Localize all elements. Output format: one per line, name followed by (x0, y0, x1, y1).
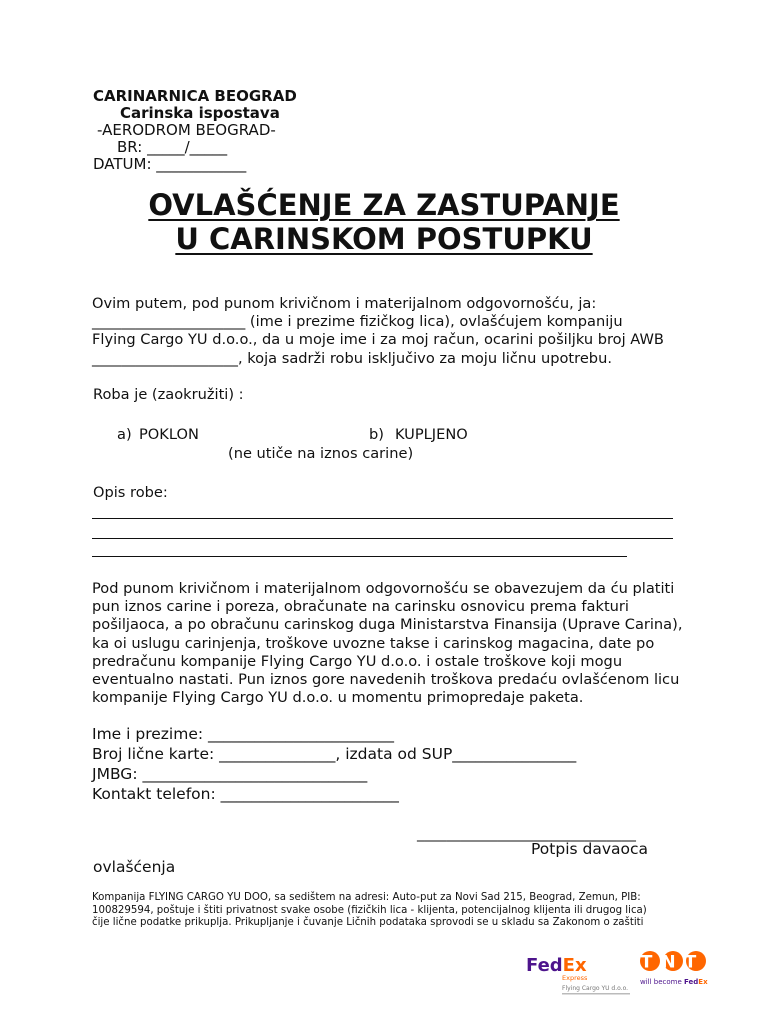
fedex-partner-subtitle: Flying Cargo YU d.o.o. (562, 985, 629, 992)
signature-label-continued: ovlašćenja (93, 858, 176, 876)
signature-line: ______________________________ (417, 825, 636, 842)
option-a-marker: a) (117, 426, 132, 443)
privacy-line: Kompanija FLYING CARGO YU DOO, sa sedištem na adresi: Auto-put za Novi Sad 215, Beograd, Zemun, PIB: (92, 892, 641, 903)
privacy-line: 100829594, poštuje i štiti privatnost svake osobe (fizičkih lica - klijenta, potencijalnog klijenta ili drugog lica) (92, 904, 647, 916)
customs-branch: Carinska ispostava (120, 104, 280, 122)
document-title-line1: OVLAŠĆENJE ZA ZASTUPANJE (148, 188, 620, 222)
fedex-express-logo (526, 952, 636, 1002)
obligation-paragraph (92, 580, 682, 707)
option-gift: POKLON (139, 426, 199, 443)
name-field: Ime i prezime: ________________________ (92, 725, 395, 743)
id-card-field: Broj lične karte: _______________, izdata od SUP________________ (92, 745, 577, 763)
obligation-line: Pod punom krivičnom i materijalnom odgovornošću se obavezujem da ću platiti (92, 580, 675, 597)
document-title-line2: U CARINSKOM POSTUPKU (175, 222, 593, 256)
obligation-line: pošiljaoca, a po obračunu carinskog duga Ministarstva Finansija (Uprave Carina), (92, 616, 683, 634)
jmbg-field: JMBG: _____________________________ (92, 765, 368, 783)
obligation-line: pun iznos carine i poreza, obračunate na carinsku osnovicu prema fakturi (92, 598, 629, 616)
description-line (92, 538, 673, 539)
option-b-marker: b) (369, 426, 384, 443)
obligation-line: kompanije Flying Cargo YU d.o.o. u momentu primopredaje paketa. (92, 689, 584, 707)
tnt-logo (638, 948, 714, 996)
intro-line: ____________________, koja sadrži robu isključivo za moju ličnu upotrebu. (92, 349, 612, 367)
fedex-fineprint (562, 993, 630, 995)
privacy-line: čije lične podatke prikuplja. Prikupljanje i čuvanje Ličnih podataka sprovodi se u skladu sa Zakonom o zaštiti (92, 917, 644, 929)
intro-paragraph (92, 295, 682, 368)
description-label: Opis robe: (93, 484, 168, 501)
privacy-notice (92, 892, 682, 930)
customs-location: -AERODROM BEOGRAD- (97, 121, 276, 139)
customs-office-name: CARINARNICA BEOGRAD (93, 87, 297, 105)
fedex-express-subtitle: Express (562, 974, 588, 982)
option-purchased: KUPLJENO (395, 426, 468, 443)
fedex-fed-text: FedEx (526, 955, 587, 976)
tnt-tagline: will become FedEx (640, 978, 708, 986)
intro-line: _____________________ (ime i prezime fizičkog lica), ovlašćujem kompaniju (92, 313, 623, 331)
option-note: (ne utiče na iznos carine) (228, 445, 414, 462)
intro-line: Flying Cargo YU d.o.o., da u moje ime i za moj račun, ocarini pošiljku broj AWB (92, 331, 664, 349)
description-line (92, 556, 627, 557)
obligation-line: eventualno nastati. Pun iznos gore navedenih troškova predaću ovlašćenom licu (92, 671, 680, 689)
obligation-line: predračunu kompanije Flying Cargo YU d.o.o. i ostale troškove koji mogu (92, 652, 623, 670)
document-number: BR: _____/_____ (117, 138, 228, 156)
obligation-line: ka oi uslugu carinjenja, troškove uvozne takse i carinskog magacina, date po (92, 634, 655, 652)
description-line (92, 518, 673, 519)
signature-label: Potpis davaoca (531, 840, 649, 858)
document-date: DATUM: ____________ (93, 155, 247, 173)
tnt-text: TNT (640, 952, 706, 973)
phone-field: Kontakt telefon: _______________________ (92, 785, 399, 803)
goods-prompt: Roba je (zaokružiti) : (93, 386, 244, 403)
intro-line: Ovim putem, pod punom krivičnom i materijalnom odgovornošću, ja: (92, 295, 597, 312)
